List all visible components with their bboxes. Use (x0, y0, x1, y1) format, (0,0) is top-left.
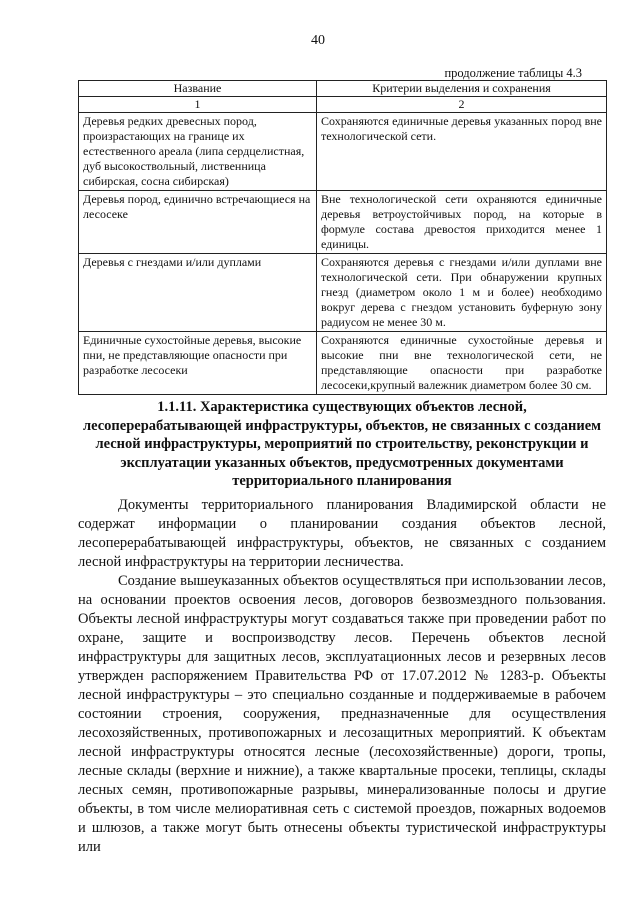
table-row (79, 191, 607, 254)
section-body (78, 496, 606, 857)
row-name-cell: Деревья с гнездами и/или дуплами (79, 254, 317, 332)
table-row (79, 113, 607, 191)
table-continuation-label: продолжение таблицы 4.3 (444, 66, 582, 80)
page-number: 40 (311, 33, 325, 48)
row-criteria-cell: Вне технологической сети охраняются единичные деревья ветроустойчивых пород, на которые в формуле состава древостоя приходится менее 1 единицы. (317, 191, 607, 254)
table-header-row (79, 81, 607, 97)
column-number-row (79, 97, 607, 113)
body-paragraph: Документы территориального планирования Владимирской области не содержат информации о планировании создания объектов лесной, лесоперерабатывающей инфраструктуры, объектов, не связанных с созданием лесной инфраструктуры на территории лесничества. (78, 497, 606, 570)
column-number: 2 (317, 97, 607, 113)
row-criteria-cell: Сохраняются деревья с гнездами и/или дуплами вне технологической сети. При обнаружении крупных гнезд (диаметром около 1 м и более) необходимо вокруг дерева с гнездом установить буферную зону радиусом не менее 30 м. (317, 254, 607, 332)
criteria-table (78, 80, 607, 395)
table-row (79, 254, 607, 332)
column-header-criteria: Критерии выделения и сохранения (317, 81, 607, 97)
section-heading: 1.1.11. Характеристика существующих объектов лесной, лесоперерабатывающей инфраструктуры, объектов, не связанных с созданием лесной инфраструктуры, мероприятий по строительству, реконструкции и эксплуатации указанных объектов, предусмотренных документами территориального планирования (82, 399, 602, 489)
row-name-cell: Единичные сухостойные деревья, высокие пни, не представляющие опасности при разработке лесосеки (79, 332, 317, 395)
row-name-cell: Деревья редких древесных пород, произрастающих на границе их естественного ареала (липа сердцелистная, дуб высокоствольный, лиственница сибирская, сосна сибирская) (79, 113, 317, 191)
body-paragraph: Создание вышеуказанных объектов осуществляться при использовании лесов, на основании проектов освоения лесов, договоров безвозмездного пользования. Объекты лесной инфраструктуры могут создаваться также при проведении работ по охране, защите и воспроизводству лесов. Перечень объектов лесной инфраструктуры для защитных лесов, эксплуатационных лесов и резервных лесов утвержден распоряжением Правительства РФ от 17.07.2012 № 1283-р. Объекты лесной инфраструктуры – это специально созданные и поддерживаемые в рабочем состоянии строения, сооружения, предназначенные для осуществления лесохозяйственных, противопожарных и лесозащитных мероприятий. К объектам лесной инфраструктуры относятся лесные (лесохозяйственные) дороги, тропы, лесные склады (верхние и нижние), а также квартальные просеки, теплицы, склады лесных семян, противопожарные разрывы, минерализованные полосы и другие объекты, в том числе мелиоративная сеть с системой проездов, пожарных водоемов и шлюзов, а также могут быть отнесены объекты туристической инфраструктуры или (78, 573, 606, 855)
row-name-cell: Деревья пород, единично встречающиеся на лесосеке (79, 191, 317, 254)
table-row (79, 332, 607, 395)
column-number: 1 (79, 97, 317, 113)
row-criteria-cell: Сохраняются единичные деревья указанных пород вне технологической сети. (317, 113, 607, 191)
row-criteria-cell: Сохраняются единичные сухостойные деревья и высокие пни вне технологической сети, не представляющие опасности при разработке лесосеки,крупный валежник диаметром более 30 см. (317, 332, 607, 395)
column-header-name: Название (79, 81, 317, 97)
